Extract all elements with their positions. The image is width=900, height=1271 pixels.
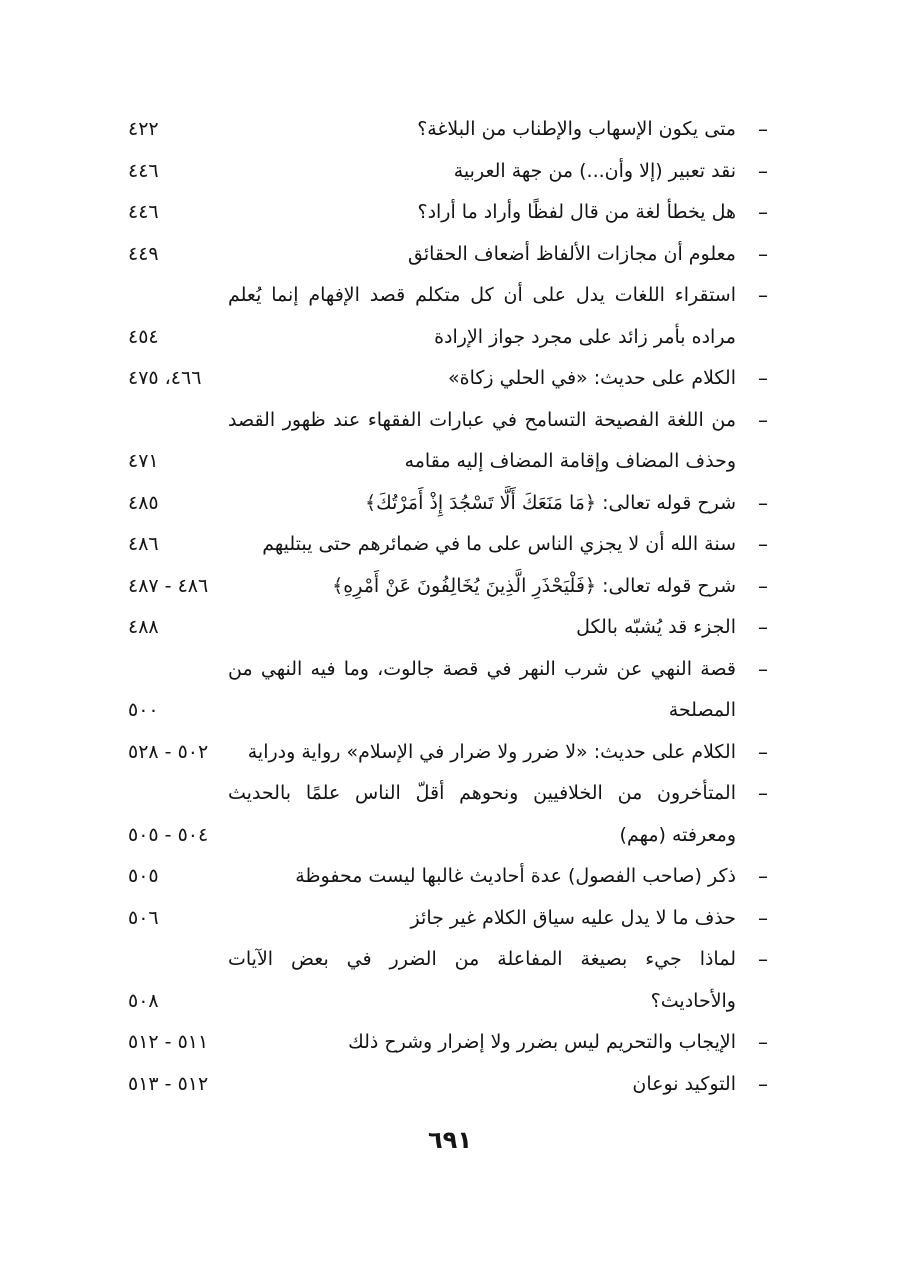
entry-dash: – xyxy=(758,532,768,556)
entry-pages: ٥٠٤ - ٥٠٥ xyxy=(128,823,209,846)
index-entry-continuation xyxy=(128,317,768,359)
entry-dash: – xyxy=(758,366,768,390)
entry-pages: ٤٥٤ xyxy=(128,325,159,348)
index-entry xyxy=(128,939,768,981)
index-entry xyxy=(128,483,768,525)
entry-continuation-text: وحذف المضاف وإقامة المضاف إليه مقامه xyxy=(404,450,736,472)
entry-text: استقراء اللغات يدل على أن كل متكلم قصد الإفهام إنما يُعلم xyxy=(228,284,736,306)
index-entry-continuation xyxy=(128,441,768,483)
entry-text: الكلام على حديث: «في الحلي زكاة» xyxy=(448,367,736,389)
index-entry xyxy=(128,192,768,234)
entry-pages: ٥٠٠ xyxy=(128,699,159,721)
entry-text: المتأخرون من الخلافيين ونحوهم أقلّ الناس علمًا بالحديث xyxy=(228,782,736,804)
index-entry-list xyxy=(128,109,768,1105)
index-entry xyxy=(128,358,768,400)
entry-dash: – xyxy=(758,739,768,764)
entry-pages: ٤٨٦ xyxy=(128,533,159,555)
entry-text: متى يكون الإسهاب والإطناب من البلاغة؟ xyxy=(417,118,736,140)
entry-dash: – xyxy=(758,905,768,930)
entry-text: نقد تعبير (إلا وأن...) من جهة العربية xyxy=(453,159,736,182)
entry-text: الكلام على حديث: «لا ضرر ولا ضرار في الإسلام» رواية ودراية xyxy=(247,740,736,763)
entry-pages: ٤٤٩ xyxy=(128,242,159,265)
entry-text: شرح قوله تعالى: ﴿مَا مَنَعَكَ أَلَّا تَسْجُدَ إِذْ أَمَرْتُكَ﴾ xyxy=(364,491,736,514)
entry-pages: ٤٧١ xyxy=(128,450,159,472)
entry-text: معلوم أن مجازات الألفاظ أضعاف الحقائق xyxy=(407,242,736,265)
index-entry-continuation xyxy=(128,981,768,1023)
index-entry xyxy=(128,1022,768,1064)
entry-pages: ٥١٢ - ٥١٣ xyxy=(128,1072,209,1095)
entry-pages: ٤٦٦، ٤٧٥ xyxy=(128,367,202,389)
index-entry xyxy=(128,649,768,691)
index-entry xyxy=(128,856,768,898)
entry-pages: ٤٨٦ - ٤٨٧ xyxy=(128,574,209,597)
entry-dash: – xyxy=(758,490,768,515)
entry-pages: ٥٠٦ xyxy=(128,906,159,929)
entry-pages: ٤٨٨ xyxy=(128,616,159,638)
index-entry xyxy=(128,773,768,815)
entry-text: قصة النهي عن شرب النهر في قصة جالوت، وما فيه النهي من xyxy=(228,657,736,680)
index-entry xyxy=(128,898,768,940)
entry-dash: – xyxy=(758,864,768,888)
entry-pages: ٤٨٥ xyxy=(128,491,159,514)
entry-dash: – xyxy=(758,573,768,598)
entry-text: ذكر (صاحب الفصول) عدة أحاديث غالبها ليست محفوظة xyxy=(295,865,736,887)
entry-pages: ٥٠٥ xyxy=(128,865,159,887)
entry-pages: ٥١١ - ٥١٢ xyxy=(128,1031,209,1053)
entry-dash: – xyxy=(758,241,768,266)
index-entry xyxy=(128,151,768,193)
index-entry xyxy=(128,1064,768,1106)
entry-dash: – xyxy=(758,117,768,141)
entry-dash: – xyxy=(758,1071,768,1096)
index-entry xyxy=(128,566,768,608)
entry-dash: – xyxy=(758,200,768,224)
entry-continuation-text: المصلحة xyxy=(668,699,736,721)
entry-text: من اللغة الفصيحة التسامح في عبارات الفقهاء عند ظهور القصد xyxy=(228,408,736,431)
entry-text: حذف ما لا يدل عليه سياق الكلام غير جائز xyxy=(410,906,736,929)
entry-dash: – xyxy=(758,283,768,307)
entry-dash: – xyxy=(758,615,768,639)
entry-dash: – xyxy=(758,407,768,432)
entry-continuation-text: والأحاديث؟ xyxy=(650,989,736,1012)
entry-pages: ٥٠٨ xyxy=(128,989,159,1012)
entry-text: الجزء قد يُشبّه بالكل xyxy=(576,616,736,638)
index-entry xyxy=(128,109,768,151)
entry-text: هل يخطأ لغة من قال لفظًا وأراد ما أراد؟ xyxy=(417,201,736,223)
index-entry xyxy=(128,524,768,566)
entry-text: التوكيد نوعان xyxy=(632,1072,736,1095)
index-entry xyxy=(128,607,768,649)
entry-text: لماذا جيء بصيغة المفاعلة من الضرر في بعض الآيات xyxy=(228,948,736,970)
entry-dash: – xyxy=(758,947,768,971)
index-entry xyxy=(128,732,768,774)
entry-continuation-text: مراده بأمر زائد على مجرد جواز الإرادة xyxy=(434,325,736,348)
entry-continuation-text: ومعرفته (مهم) xyxy=(619,823,736,846)
entry-pages: ٤٢٢ xyxy=(128,118,159,140)
entry-text: شرح قوله تعالى: ﴿فَلْيَحْذَرِ الَّذِينَ يُخَالِفُونَ عَنْ أَمْرِهِ﴾ xyxy=(332,574,736,597)
entry-text: الإيجاب والتحريم ليس بضرر ولا إضرار وشرح ذلك xyxy=(348,1031,736,1053)
index-entry-continuation xyxy=(128,690,768,732)
entry-dash: – xyxy=(758,158,768,183)
entry-dash: – xyxy=(758,781,768,805)
page-number: ٦٩١ xyxy=(428,1126,472,1154)
entry-text: سنة الله أن لا يجزي الناس على ما في ضمائرهم حتى يبتليهم xyxy=(262,533,736,555)
entry-pages: ٤٤٦ xyxy=(128,159,159,182)
index-entry xyxy=(128,275,768,317)
entry-dash: – xyxy=(758,656,768,681)
entry-dash: – xyxy=(758,1030,768,1054)
entry-pages: ٥٠٢ - ٥٢٨ xyxy=(128,740,209,763)
index-entry xyxy=(128,234,768,276)
index-entry-continuation xyxy=(128,815,768,857)
entry-pages: ٤٤٦ xyxy=(128,201,159,223)
index-entry xyxy=(128,400,768,442)
